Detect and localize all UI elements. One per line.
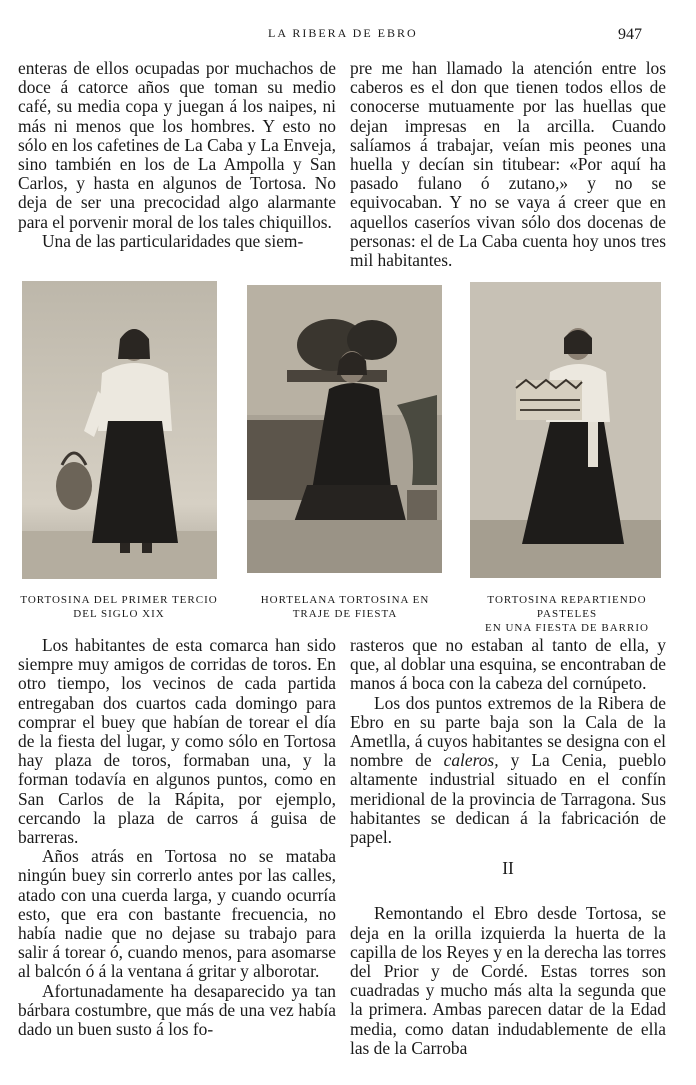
running-title: LA RIBERA DE EBRO (268, 26, 418, 40)
text-run: Los dos puntos extremos de la Ribera de Ebro en su parte baja son la Cala de la Ametlla, á cuyos habitantes se designa con el nombre de (350, 692, 666, 771)
paragraph: Años atrás en Tortosa no se mataba ningún buey sin correrlo antes por las calles, atado con una cuerda larga, y cuando ocurría esto, que era con bastante frecuencia, no había nadie que no dejase su trabajo para salir á torear ó, cuando menos, para asomarse al balcón ó á la ventana á gritar y alborotar. (18, 846, 336, 982)
paragraph: Afortunadamente ha desaparecido ya tan bárbara costumbre, que más de una vez había dado un buen susto á los fo- (18, 980, 336, 1040)
caption-line: TORTOSINA REPARTIENDO PASTELES (487, 594, 647, 620)
page-number: 947 (618, 26, 642, 43)
caption-line: HORTELANA TORTOSINA EN (260, 594, 430, 606)
text-column-top-left (18, 59, 336, 251)
text-run: y La Cenia, pueblo altamente industrial situado en el confín meridional de la provincia de Tarragona. Sus habitantes se dedican á la fabricación de papel. (350, 750, 667, 848)
paragraph: rasteros que no estaban al tanto de ella, y que, al doblar una esquina, se encontraban de manos á boca con la cabeza del cornúpeto. (350, 635, 666, 694)
figure-caption (456, 593, 678, 635)
paragraph: pre me han llamado la atención entre los caberos es el don que tienen todos ellos de conocerse mutuamente por las huellas que dejan impresas en la arcilla. Cuando salíamos á trabajar, veían mis peones una huella y decían sin titubear: «Por aquí ha pasado fulano ó zutano,» y no se equivocaban. Y no se vaya á creer que en aquellos caseríos vivan sólo dos docenas de personas: el de La Caba cuenta hoy unos tres mil habitantes. (350, 58, 666, 271)
caption-line: TRAJE DE FIESTA (292, 608, 398, 620)
caption-line: DEL SIGLO XIX (73, 608, 165, 620)
text-column-bottom-right (350, 636, 666, 1058)
paragraph: Una de las particularidades que siem- (42, 230, 304, 251)
paragraph: enteras de ellos ocupadas por muchachos de doce á catorce años que toman su medio café, su media copa y juegan á los naipes, ni más ni menos que los hombres. Y esto no sólo en los cafetines de La Caba y La Enveja, sino también en los de La Ampolla y San Carlos, y hasta en algunos de Tortosa. No deja de ser una precocidad algo alarmante para el porvenir moral de los tales chiquillos. (18, 58, 336, 232)
caption-line: EN UNA FIESTA DE BARRIO (485, 622, 649, 634)
text-column-bottom-left (18, 636, 336, 1039)
caption-line: TORTOSINA DEL PRIMER TERCIO (20, 594, 218, 606)
paragraph: Los habitantes de esta comarca han sido siempre muy amigos de corridas de toros. En otro tiempo, los vecinos de cada partida entregaban dos cuartos cada domingo para comprar el buey que habían de torear el día de la fiesta del lugar, y como sólo en Tortosa hay plaza de toros, formaban una, y la forman todavía en algunos puntos, como en San Carlos de la Rápita, por ejemplo, cercando la plaza de carros á guisa de barreras. (18, 635, 336, 848)
italic-term: caleros, (443, 750, 499, 771)
text-column-top-right (350, 59, 666, 270)
photo-woman-with-pastry-tray (470, 282, 661, 578)
running-head (0, 22, 696, 44)
figure-caption (14, 593, 224, 621)
paragraph: Remontando el Ebro desde Tortosa, se deja en la orilla izquierda la huerta de la capilla de los Reyes y en la derecha las torres del Prior y de Cordé. Estas torres son cuadradas y mucho más alta la segunda que la primera. Ambas parecen datar de la Edad media, como datan indudablemente de ella las de la Carroba (350, 903, 666, 1058)
section-heading: II (502, 858, 514, 879)
photo-seated-woman-in-festive-dress (247, 285, 442, 573)
paragraph (350, 694, 666, 848)
photo-standing-woman-with-basket (22, 281, 217, 579)
figure-caption (240, 593, 450, 621)
